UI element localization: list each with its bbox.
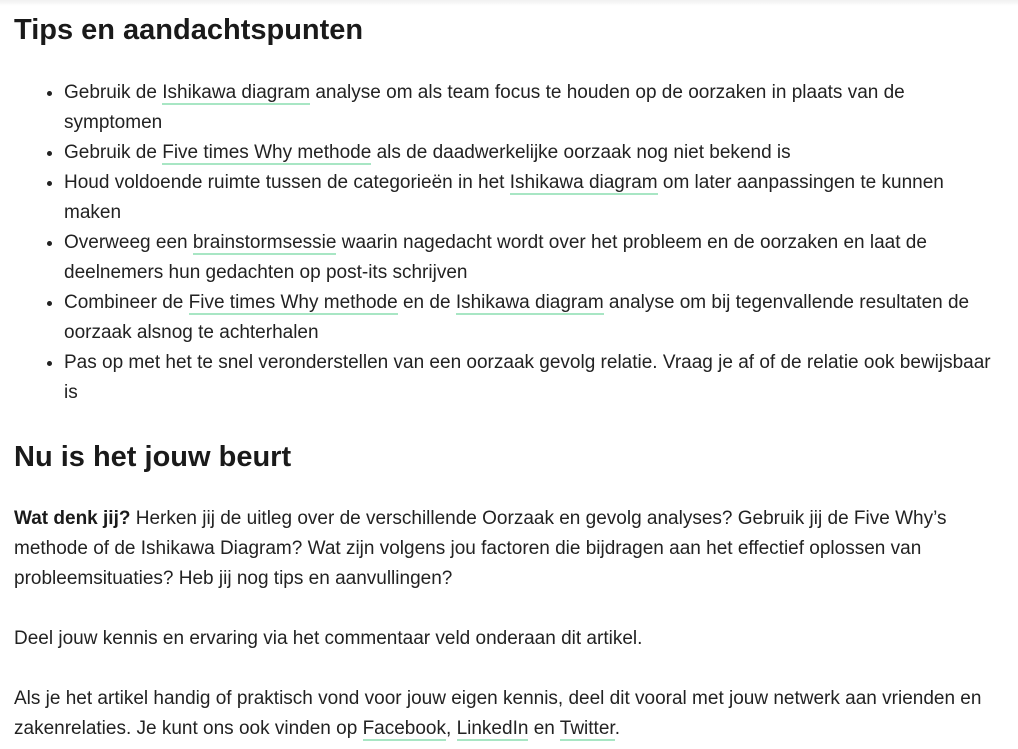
list-item-text: en de	[397, 292, 456, 313]
list-item-text: Gebruik de	[64, 82, 163, 103]
brainstormsessie-link[interactable]: brainstormsessie	[192, 232, 337, 253]
list-item-text: Overweeg een	[64, 232, 193, 253]
five-times-why-link[interactable]: Five times Why methode	[162, 142, 372, 163]
list-item-text: analyse om bij tegenvallende resultaten de oorzaak alsnog te achterhalen	[64, 292, 970, 343]
separator-text: en	[528, 718, 560, 739]
linkedin-link[interactable]: LinkedIn	[456, 718, 529, 739]
list-item-text: analyse om als team focus te houden op de oorzaken in plaats van de symptomen	[64, 82, 905, 133]
network-text: Als je het artikel handig of praktisch vond voor jouw eigen kennis, deel dit vooral met jouw netwerk aan vrienden en zakenrelaties. Je kunt ons ook vinden op	[14, 688, 982, 739]
list-item	[64, 78, 1004, 138]
section-heading-your-turn: Nu is het jouw beurt	[14, 441, 292, 473]
tips-list	[14, 78, 1004, 408]
list-item-text: Houd voldoende ruimte tussen de categorieën in het	[64, 172, 510, 193]
question-lead: Wat denk jij?	[14, 508, 131, 529]
ishikawa-diagram-link[interactable]: Ishikawa diagram	[455, 292, 604, 313]
closing-period: .	[614, 718, 620, 739]
ishikawa-diagram-link[interactable]: Ishikawa diagram	[509, 172, 658, 193]
question-text: Herken jij de uitleg over de verschillende Oorzaak en gevolg analyses? Gebruik jij de Five Why’s methode of de Ishikawa Diagram? Wat zijn volgens jou factoren die bijdragen aan het effectief oplossen van probleemsituaties? Heb jij nog tips en aanvullingen?	[14, 508, 947, 589]
top-shadow	[0, 0, 1018, 6]
ishikawa-diagram-link[interactable]: Ishikawa diagram	[162, 82, 311, 103]
list-item	[64, 288, 1004, 348]
list-item-text: om later aanpassingen te kunnen maken	[64, 172, 944, 223]
list-item-text: Gebruik de	[64, 142, 163, 163]
list-item-text: waarin nagedacht wordt over het probleem en de oorzaken en laat de deelnemers hun gedachten op post-its schrijven	[64, 232, 927, 283]
list-item	[64, 228, 1004, 288]
network-paragraph	[14, 684, 1004, 744]
list-item-text: Combineer de	[64, 292, 189, 313]
question-paragraph	[14, 504, 1004, 594]
list-item-text: Pas op met het te snel veronderstellen van een oorzaak gevolg relatie. Vraag je af of de relatie ook bewijsbaar is	[64, 352, 991, 403]
section-heading-tips: Tips en aandachtspunten	[14, 14, 364, 46]
list-item	[64, 348, 1004, 408]
twitter-link[interactable]: Twitter	[559, 718, 615, 739]
share-paragraph: Deel jouw kennis en ervaring via het commentaar veld onderaan dit artikel.	[14, 628, 643, 649]
separator-text: ,	[446, 718, 457, 739]
five-times-why-link[interactable]: Five times Why methode	[188, 292, 398, 313]
list-item	[64, 138, 1004, 168]
list-item	[64, 168, 1004, 228]
facebook-link[interactable]: Facebook	[362, 718, 447, 739]
list-item-text: als de daadwerkelijke oorzaak nog niet bekend is	[371, 142, 791, 163]
